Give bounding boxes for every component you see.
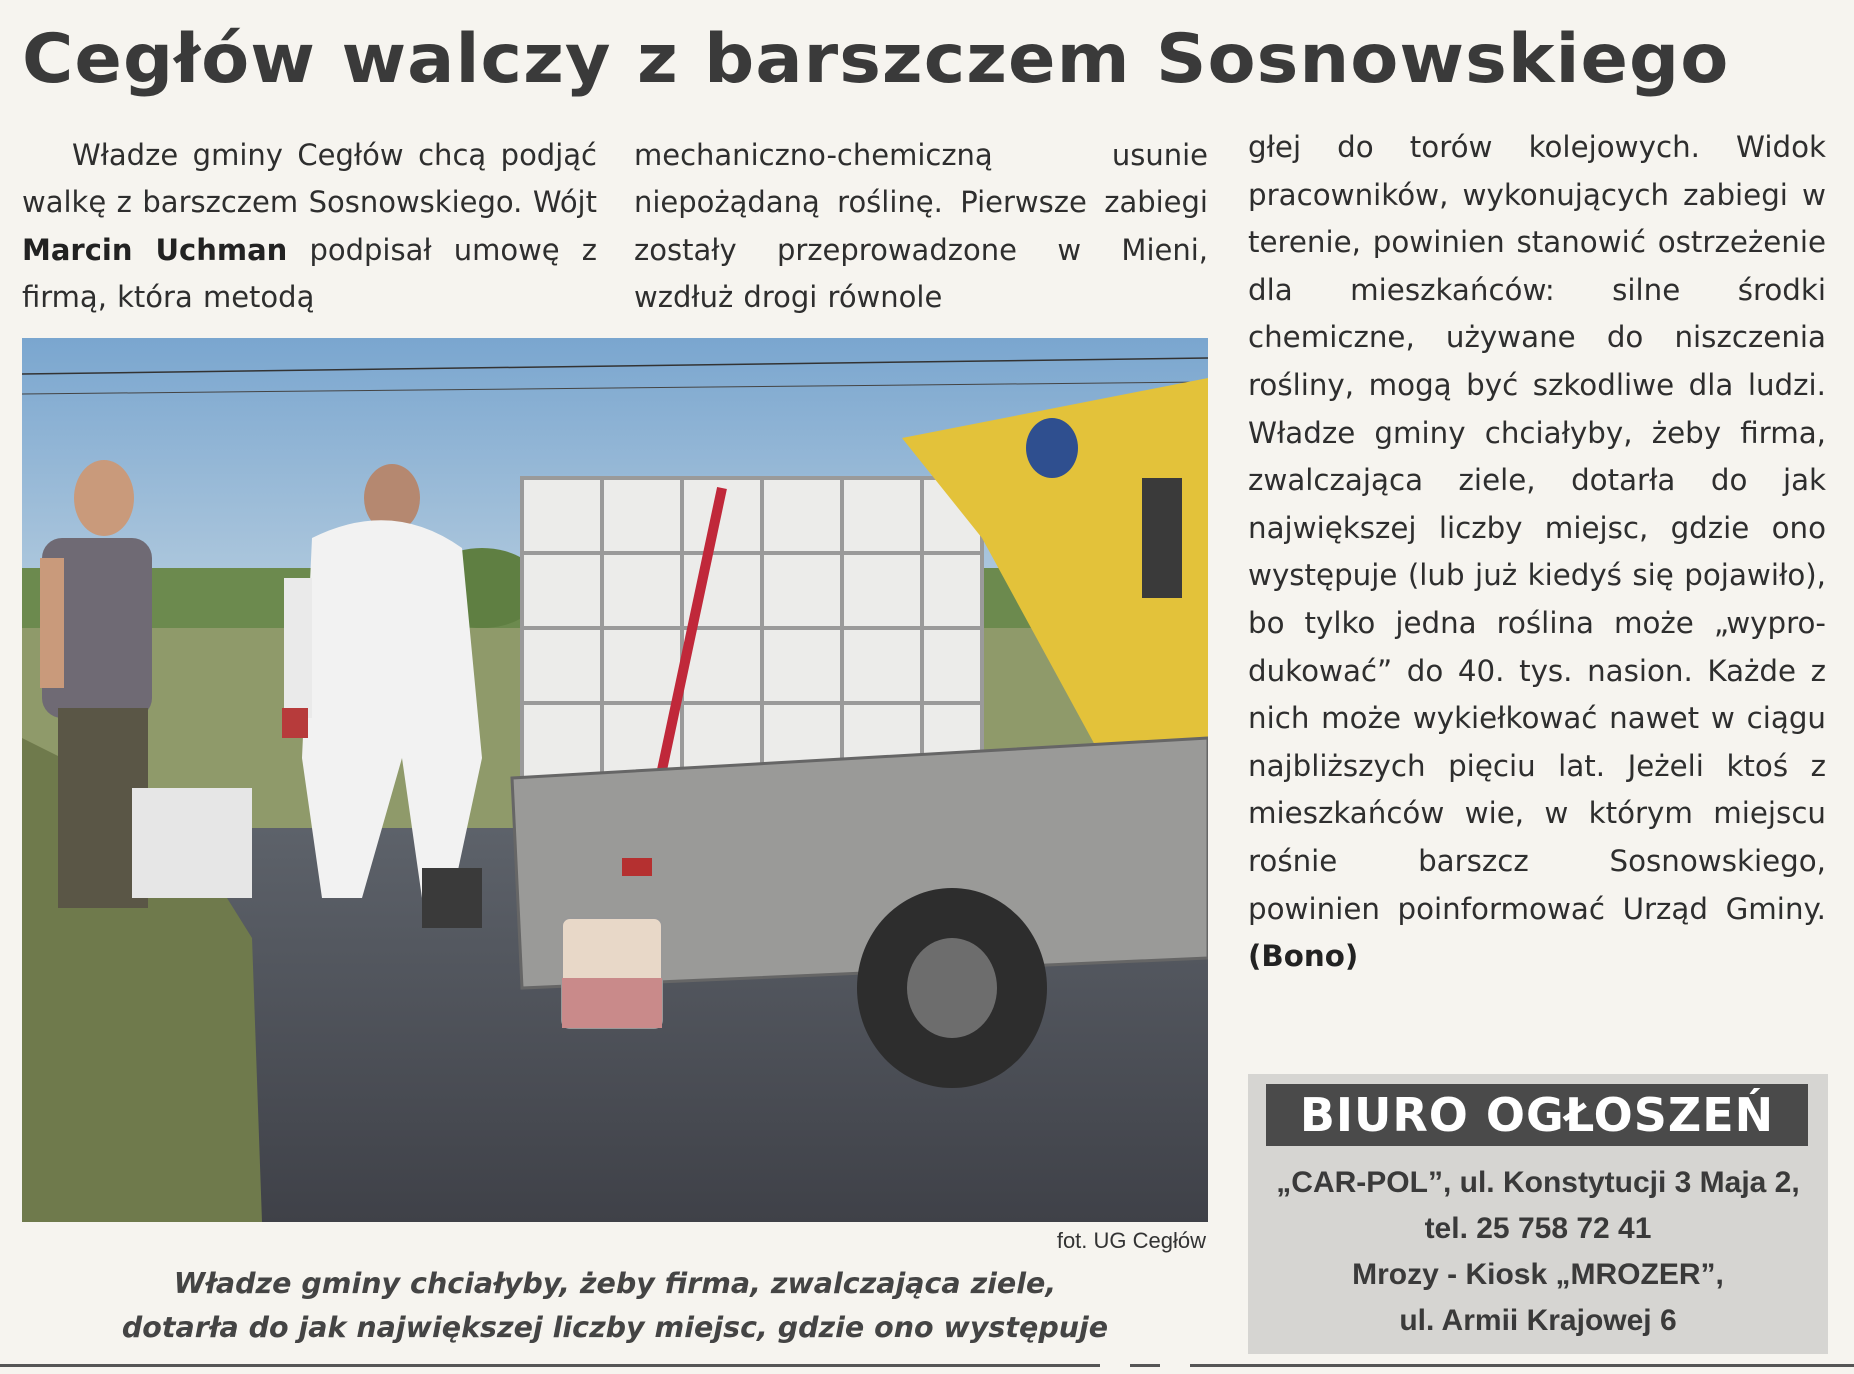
caption-line-1: Władze gminy chciałyby, żeby firma, zwalczająca ziele,	[173, 1267, 1057, 1300]
mayor-name: Marcin Uchman	[22, 232, 288, 267]
article-photo	[22, 338, 1208, 1222]
author-signature: (Bono)	[1248, 939, 1359, 974]
col3-text: głej do torów kolejowych. Widok pracowników, wykonujących zabiegi w terenie, powinien stanowić ostrzeżenie dla mieszkańców: silne środki chemiczne, używane do niszczenia rośliny, mogą być szkodliwe dla ludzi. Władze gminy chciałyby, żeby firma, zwalczająca ziele, dotarła do jak największej liczby miejsc, gdzie ono występuje (lub już kiedyś się pojawiło), bo tylko jedna roślina może „wyprodukować” do 40. tys. nasion. Każde z nich może wykiełkować nawet w ciągu najbliższych pięciu lat. Jeżeli ktoś z mieszkańców wie, w którym miejscu rośnie barszcz Sosnowskiego, powinien poinformować Urząd Gminy.	[1248, 130, 1826, 926]
ad-title: BIURO OGŁOSZEŃ	[1266, 1084, 1808, 1146]
article-headline: Cegłów walczy z barszczem Sosnowskiego	[22, 20, 1730, 99]
photo-credit: fot. UG Cegłów	[1056, 1228, 1206, 1253]
photo-caption	[22, 1262, 1208, 1350]
canister	[562, 918, 662, 1028]
ad-phone-line: tel. 25 758 72 41	[1424, 1212, 1652, 1245]
ad-address-line: „CAR-POL”, ul. Konstytucji 3 Maja 2,	[1276, 1166, 1800, 1199]
article-column-2: mechaniczno-chemiczną usunie niepożądaną roślinę. Pierwsze zabiegi zostały przeprowadzone w Mieni, wzdłuż drogi równole	[634, 138, 1208, 315]
article-column-1	[22, 132, 597, 322]
col1-text-end: podpisał umowę z firmą, która metodą	[22, 232, 597, 315]
advertising-office-box	[1248, 1074, 1828, 1354]
article-column-3	[1248, 124, 1826, 981]
caption-line-2: dotarła do jak największej liczby miejsc, gdzie ono występuje	[121, 1311, 1109, 1344]
col1-text-start: Władze gminy Cegłów chcą podjąć walkę z barszczem Sosnowskiego. Wójt	[22, 138, 597, 220]
ad-kiosk-line: Mrozy - Kiosk „MROZER”,	[1352, 1258, 1724, 1291]
ad-kiosk-address-line: ul. Armii Krajowej 6	[1399, 1304, 1677, 1337]
bottom-divider	[0, 1364, 1854, 1367]
ad-body	[1248, 1160, 1828, 1344]
photo-illustration	[22, 338, 1208, 1222]
